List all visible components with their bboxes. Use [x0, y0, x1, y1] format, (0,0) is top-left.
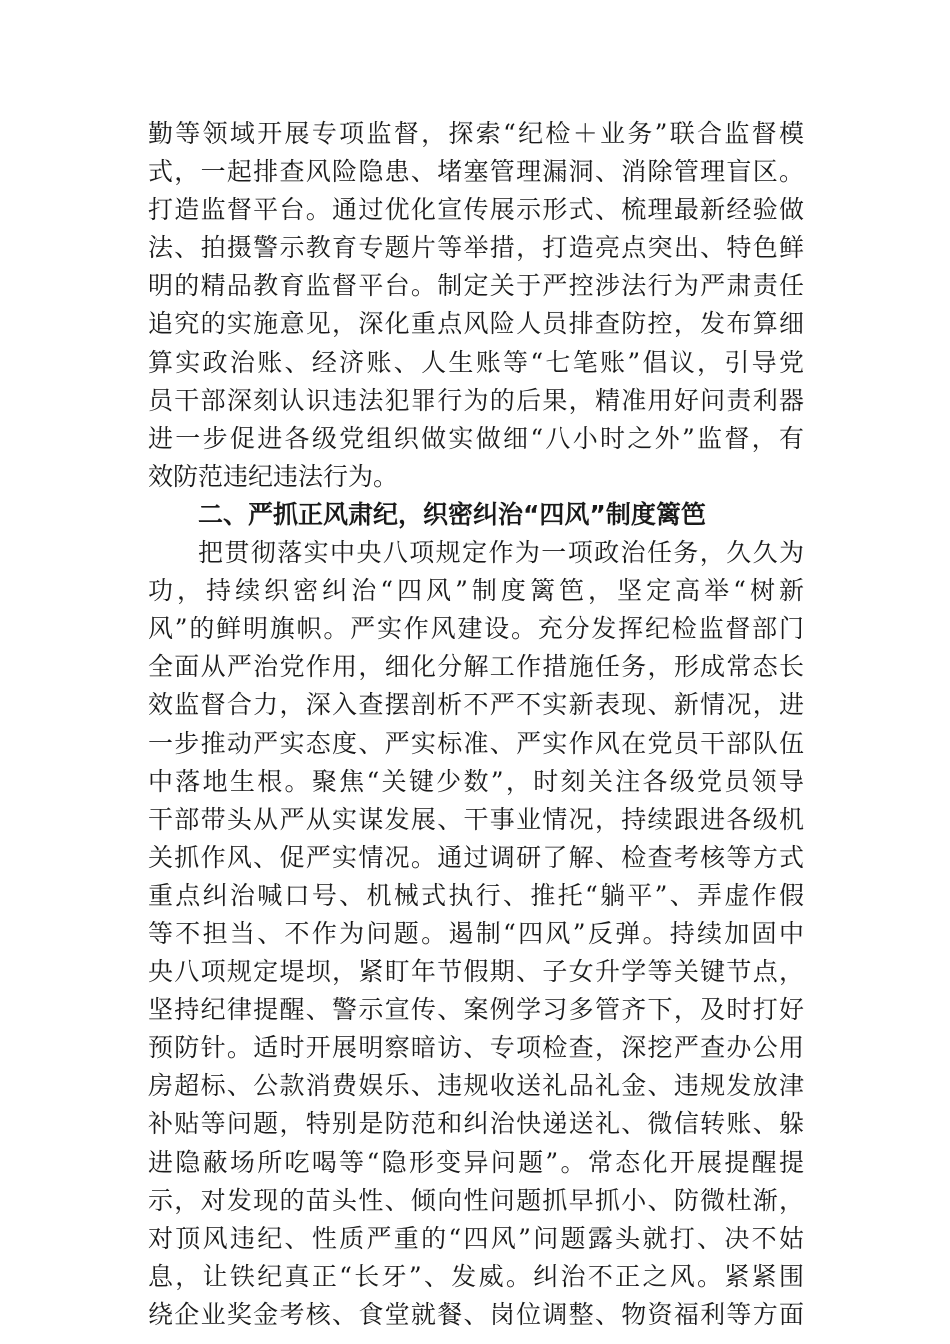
text-line: 法、拍摄警示教育专题片等举措，打造亮点突出、特色鲜 [148, 233, 804, 263]
text-line: 全面从严治党作用，细化分解工作措施任务，形成常态长 [148, 652, 804, 682]
text-line: 绕企业奖金考核、食堂就餐、岗位调整、物资福利等方面 [148, 1299, 804, 1329]
text-line: 息，让铁纪真正“长牙”、发威。纠治不正之风。紧紧围 [148, 1261, 804, 1291]
document-page [148, 115, 804, 1334]
text-line: 员干部深刻认识违法犯罪行为的后果，精准用好问责利器 [148, 385, 804, 415]
text-line: 一步推动严实态度、严实标准、严实作风在党员干部队伍 [148, 728, 804, 758]
text-line: 明的精品教育监督平台。制定关于严控涉法行为严肃责任 [148, 271, 804, 301]
text-line: 坚持纪律提醒、警示宣传、案例学习多管齐下，及时打好 [148, 995, 804, 1025]
text-line: 示，对发现的苗头性、倾向性问题抓早抓小、防微杜渐， [148, 1185, 804, 1215]
text-line: 追究的实施意见，深化重点风险人员排查防控，发布算细 [148, 309, 804, 339]
text-line: 效防范违纪违法行为。 [148, 461, 399, 491]
text-line: 央八项规定堤坝，紧盯年节假期、子女升学等关键节点， [148, 957, 804, 987]
text-line: 算实政治账、经济账、人生账等“七笔账”倡议，引导党 [148, 347, 804, 377]
text-line: 补贴等问题，特别是防范和纠治快递送礼、微信转账、躲 [148, 1109, 804, 1139]
text-line: 关抓作风、促严实情况。通过调研了解、检查考核等方式 [148, 842, 804, 872]
text-line: 预防针。适时开展明察暗访、专项检查，深挖严查办公用 [148, 1033, 804, 1063]
text-line: 房超标、公款消费娱乐、违规收送礼品礼金、违规发放津 [148, 1071, 804, 1101]
text-line: 中落地生根。聚焦“关键少数”，时刻关注各级党员领导 [148, 766, 804, 796]
text-line: 打造监督平台。通过优化宣传展示形式、梳理最新经验做 [148, 195, 804, 225]
text-line: 式，一起排查风险隐患、堵塞管理漏洞、消除管理盲区。 [148, 157, 804, 187]
text-line: 对顶风违纪、性质严重的“四风”问题露头就打、决不姑 [148, 1223, 804, 1253]
text-line: 风”的鲜明旗帜。严实作风建设。充分发挥纪检监督部门 [148, 614, 804, 644]
text-line: 干部带头从严从实谋发展、干事业情况，持续跟进各级机 [148, 804, 804, 834]
text-line: 把贯彻落实中央八项规定作为一项政治任务，久久为 [198, 538, 804, 568]
text-line: 勤等领域开展专项监督，探索“纪检＋业务”联合监督模 [148, 119, 804, 148]
text-line: 重点纠治喊口号、机械式执行、推托“躺平”、弄虚作假 [148, 880, 804, 910]
text-line: 功，持续织密纠治“四风”制度篱笆，坚定高举“树新 [148, 576, 804, 606]
paragraph-2 [148, 534, 804, 1334]
text-line: 进隐蔽场所吃喝等“隐形变异问题”。常态化开展提醒提 [148, 1147, 804, 1177]
text-line: 进一步促进各级党组织做实做细“八小时之外”监督，有 [148, 423, 804, 453]
text-line: 等不担当、不作为问题。遏制“四风”反弹。持续加固中 [148, 918, 804, 948]
paragraph-1 [148, 115, 804, 496]
text-line: 效监督合力，深入查摆剖析不严不实新表现、新情况，进 [148, 690, 804, 720]
section-heading: 二、严抓正风肃纪，织密纠治“四风”制度篱笆 [198, 499, 706, 529]
